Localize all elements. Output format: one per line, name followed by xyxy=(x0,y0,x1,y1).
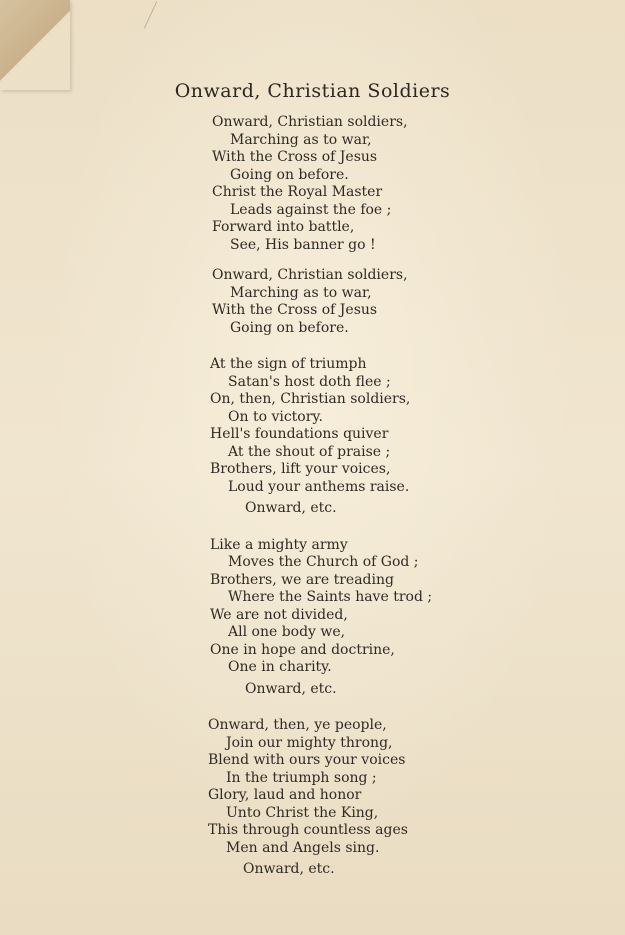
verse-line: With the Cross of Jesus xyxy=(212,149,378,165)
verse-line: Loud your anthems raise. xyxy=(228,478,410,495)
verse-line: Christ the Royal Master xyxy=(212,184,383,200)
verse-line: Marching as to war, xyxy=(230,131,372,148)
folded-corner xyxy=(0,0,70,90)
refrain-cue: Onward, etc. xyxy=(245,500,337,516)
stanza-1 xyxy=(212,114,625,254)
verse-line: Going on before. xyxy=(230,319,349,336)
verse-line: Onward, Christian soldiers, xyxy=(212,114,408,130)
stanza-3 xyxy=(210,537,625,699)
verse-line: Unto Christ the King, xyxy=(226,804,379,821)
verse-line: Hell's foundations quiver xyxy=(210,426,389,442)
verse-line: On, then, Christian soldiers, xyxy=(210,391,411,407)
verse-line: One in hope and doctrine, xyxy=(210,641,395,658)
verse-line: Onward, then, ye people, xyxy=(208,717,387,733)
verse-line: In the triumph song ; xyxy=(226,769,377,786)
verse-line: Moves the Church of God ; xyxy=(228,554,419,570)
hymn-text xyxy=(0,114,625,892)
verse-line: All one body we, xyxy=(228,624,346,640)
verse-line: Where the Saints have trod ; xyxy=(228,589,433,605)
verse-line: Glory, laud and honor xyxy=(208,787,362,803)
verse-line: Going on before. xyxy=(230,166,349,183)
verse-line: Brothers, we are treading xyxy=(210,571,394,588)
verse-line: Satan's host doth flee ; xyxy=(228,373,391,390)
verse-line: Join our mighty throng, xyxy=(226,734,393,751)
verse-line: Onward, Christian soldiers, xyxy=(212,267,408,283)
verse-line: This through countless ages xyxy=(208,822,408,838)
verse-line: Brothers, lift your voices, xyxy=(210,461,391,477)
verse-line: Marching as to war, xyxy=(230,284,372,301)
verse-line: Blend with ours your voices xyxy=(208,752,406,768)
refrain-cue: Onward, etc. xyxy=(245,680,337,697)
verse-line: We are not divided, xyxy=(210,606,348,623)
verse-line: With the Cross of Jesus xyxy=(212,302,378,318)
stanza-4 xyxy=(208,717,625,879)
hymn-title: Onward, Christian Soldiers xyxy=(174,80,451,102)
stanza-2 xyxy=(210,356,625,518)
verse-line: See, His banner go ! xyxy=(230,236,376,253)
verse-line: Forward into battle, xyxy=(212,219,355,235)
verse-line: Men and Angels sing. xyxy=(226,839,380,856)
verse-line: Leads against the foe ; xyxy=(230,201,392,218)
verse-line: On to victory. xyxy=(228,408,323,425)
verse-line: At the sign of triumph xyxy=(210,356,367,372)
paper-crease xyxy=(144,1,158,29)
chorus xyxy=(212,267,625,337)
verse-line: One in charity. xyxy=(228,659,332,675)
refrain-cue: Onward, etc. xyxy=(243,861,335,877)
verse-line: Like a mighty army xyxy=(210,536,348,553)
verse-line: At the shout of praise ; xyxy=(228,443,391,460)
